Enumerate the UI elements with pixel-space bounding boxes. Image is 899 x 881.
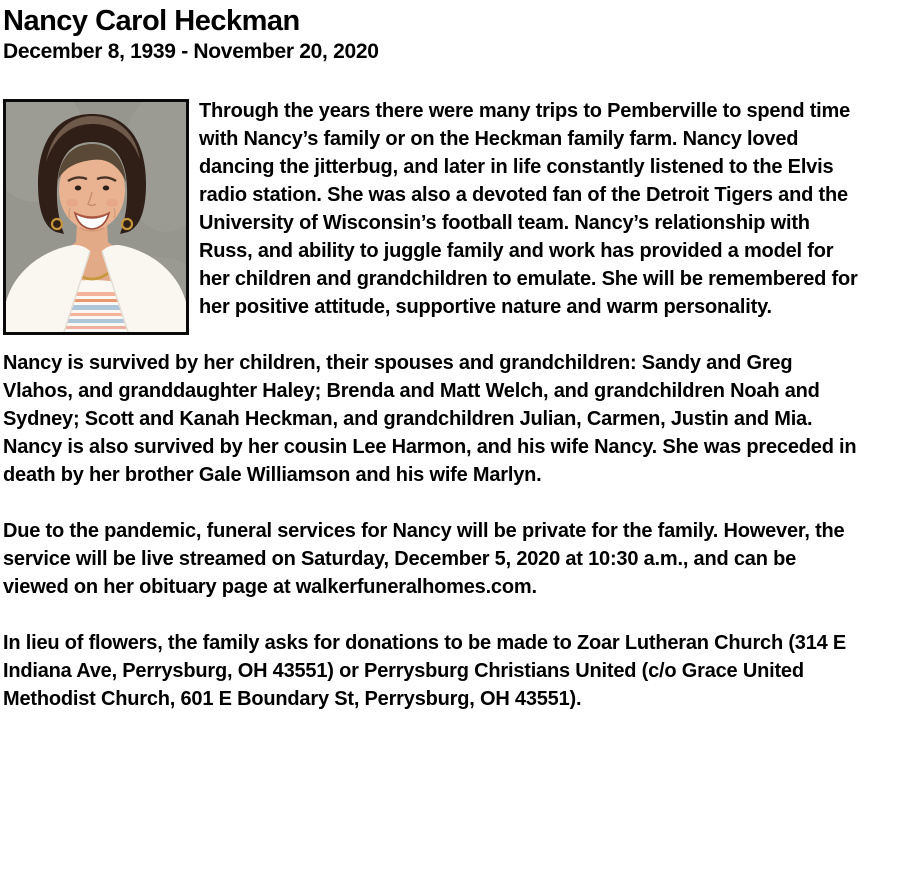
obituary-content: [3, 97, 863, 713]
obituary-paragraph-2: Nancy is survived by her children, their spouses and grandchildren: Sandy and Greg Vlahos, and granddaughter Haley; Brenda and Matt Welch, and grandchildren Noah and Sydney; Scott and Kanah Heckman, and grandchildren Julian, Carmen, Justin and Mia. Nancy is also survived by her cousin Lee Harmon, and his wife Nancy. She was preceded in death by her brother Gale Williamson and his wife Marlyn.: [3, 352, 857, 486]
obituary-paragraph-1: Through the years there were many trips to Pemberville to spend time with Nancy’s family or on the Heckman family farm. Nancy loved dancing the jitterbug, and later in life constantly listened to the Elvis radio station. She was also a devoted fan of the Detroit Tigers and the University of Wisconsin’s football team. Nancy’s relationship with Russ, and ability to juggle family and work has provided a model for her children and grandchildren to emulate. She will be remembered for her positive attitude, supportive nature and warm personality.: [199, 100, 858, 318]
portrait-illustration: [6, 102, 186, 332]
portrait-photo: [3, 99, 189, 335]
obituary-paragraph-3: Due to the pandemic, funeral services for Nancy will be private for the family. However, the service will be live streamed on Saturday, December 5, 2020 at 10:30 a.m., and can be viewed on her obituary page at walkerfuneralhomes.com.: [3, 520, 845, 598]
page-title: Nancy Carol Heckman: [3, 5, 300, 37]
life-dates: December 8, 1939 - November 20, 2020: [3, 40, 379, 63]
obituary-paragraph-4: In lieu of flowers, the family asks for donations to be made to Zoar Lutheran Church (314 E Indiana Ave, Perrysburg, OH 43551) or Perrysburg Christians United (c/o Grace United Methodist Church, 601 E Boundary St, Perrysburg, OH 43551).: [3, 632, 847, 710]
